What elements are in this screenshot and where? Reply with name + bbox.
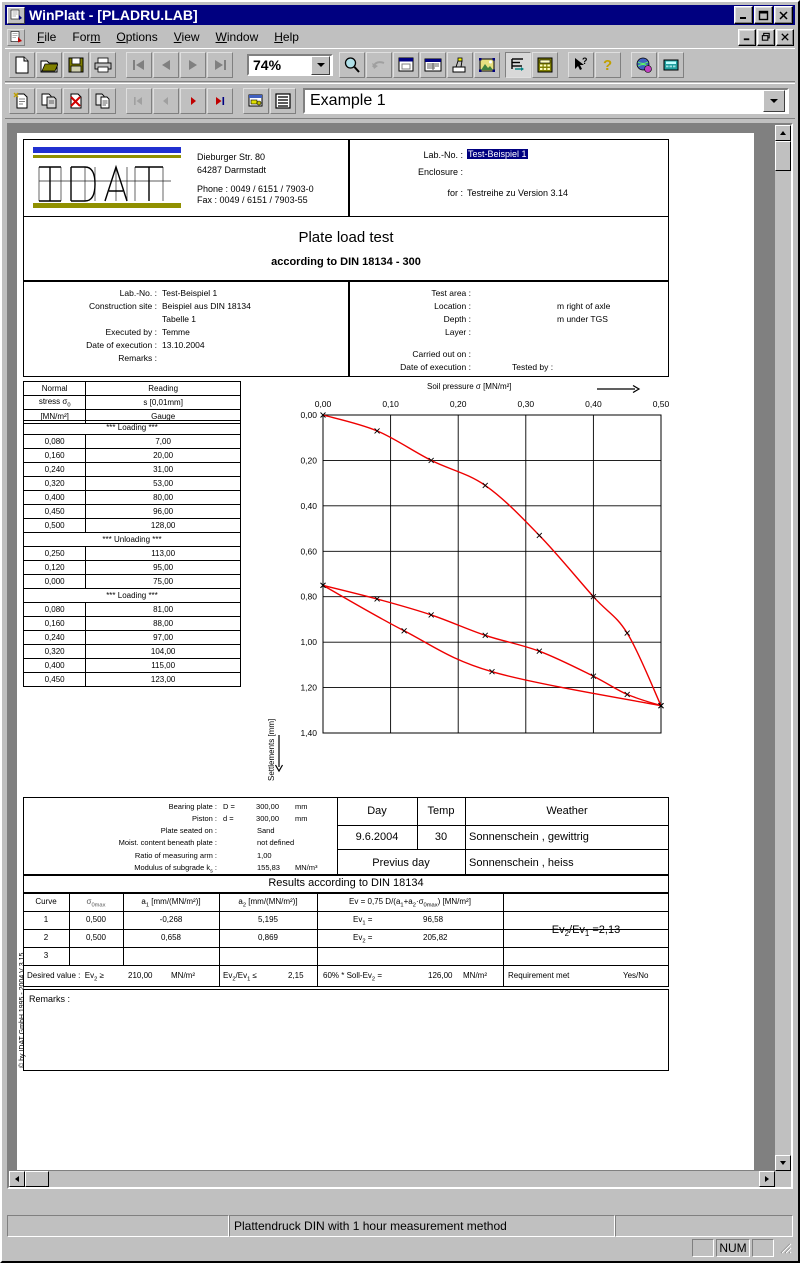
table-row (24, 673, 241, 687)
svg-text:?: ? (582, 56, 588, 66)
cell-stress: 0,000 (24, 575, 86, 589)
weather-header-weather: Weather (546, 805, 588, 817)
enclosure-label: Enclosure : (417, 167, 463, 177)
calculator-button[interactable] (532, 52, 558, 78)
plate-info-value-4: 1,00 (257, 851, 272, 860)
results-ev-1: 205,82 (423, 933, 448, 942)
cell-reading: 97,00 (86, 631, 241, 645)
zoom-combobox[interactable] (247, 54, 333, 76)
requirement-value: Yes/No (623, 971, 649, 980)
status-panel-left (7, 1215, 229, 1237)
chart-y-axis-label: Settlements [mm] (267, 718, 276, 781)
status-panel-right (615, 1215, 793, 1237)
cell-reading: 80,00 (86, 491, 241, 505)
plate-info-sym-0: D = (223, 802, 235, 811)
cell-stress: 0,240 (24, 631, 86, 645)
info-left-value-4: 13.10.2004 (162, 340, 205, 350)
report-subtitle: according to DIN 18134 - 300 (271, 256, 421, 268)
weather-header-temp: Temp (427, 805, 455, 817)
cell-reading: 113,00 (86, 547, 241, 561)
maximize-button[interactable] (754, 6, 773, 24)
window-title: WinPlatt - [PLADRU.LAB] (29, 7, 198, 23)
plate-info-value-1: 300,00 (256, 814, 279, 823)
copy-record-button[interactable] (36, 88, 62, 114)
menu-item-options[interactable]: Options (116, 30, 158, 44)
info-left-label-5: Remarks : (118, 353, 157, 363)
info-left-value-3: Temme (162, 327, 190, 337)
chart-x-axis-label: Soil pressure σ [MN/m²] (427, 382, 512, 391)
horizontal-scroll-thumb[interactable] (25, 1171, 49, 1187)
section-title: *** Unloading *** (24, 533, 241, 547)
cell-stress: 0,320 (24, 477, 86, 491)
results-a1-1: 0,658 (160, 933, 182, 942)
section-title: *** Loading *** (24, 421, 241, 435)
col1-header-2: stress $\sigma_0$ (24, 396, 86, 410)
results-title: Results according to DIN 18134 (268, 877, 424, 889)
weather-desc-1: Sonnenschein , heiss (469, 857, 574, 869)
next-item-button[interactable] (180, 88, 206, 114)
info-left-value-0: Test-Beispiel 1 (162, 288, 218, 298)
horizontal-scrollbar[interactable] (9, 1170, 775, 1187)
for-value: Testreihe zu Version 3.14 (467, 188, 569, 198)
document-window-controls (738, 29, 794, 46)
soll-value: 126,00 (428, 971, 453, 980)
record-selector-combobox[interactable] (303, 88, 789, 114)
undo-button[interactable] (366, 52, 392, 78)
record-selector-dropdown-button[interactable] (763, 90, 785, 112)
svg-text:0,20: 0,20 (449, 399, 467, 409)
divider-h-weather-2 (337, 849, 669, 850)
results-a2-0: 5,195 (257, 915, 279, 924)
last-record-button[interactable] (207, 52, 233, 78)
svg-text:0,30: 0,30 (517, 399, 535, 409)
delete-record-button[interactable] (63, 88, 89, 114)
svg-text:1,20: 1,20 (300, 682, 317, 693)
window-controls (734, 6, 793, 24)
table-row (24, 505, 241, 519)
ratio-req-value: 2,15 (288, 971, 304, 980)
close-button[interactable] (774, 6, 793, 24)
info-right-label-1: Location : (434, 301, 471, 311)
info-left-value-2: Tabelle 1 (162, 314, 197, 324)
soll-label: 60% * Soll-$Ev_2$ = (323, 971, 383, 983)
info-right-label-0: Test area : (431, 288, 471, 298)
plate-info-unit-1: mm (295, 814, 308, 823)
scroll-down-button[interactable] (775, 1155, 791, 1171)
resize-grip[interactable] (778, 1241, 792, 1255)
cell-stress: 0,450 (24, 505, 86, 519)
weather-header-day: Day (367, 805, 387, 817)
paint-button[interactable] (447, 52, 473, 78)
cell-reading: 81,00 (86, 603, 241, 617)
table-section-row (24, 421, 241, 435)
form-view-button[interactable] (243, 88, 269, 114)
vertical-scrollbar[interactable] (774, 125, 791, 1171)
weather-day-1: Previus day (372, 857, 430, 869)
info-left-label-3: Executed by : (105, 327, 157, 337)
toolbar-secondary (5, 83, 795, 119)
report-view-button[interactable] (420, 52, 446, 78)
lab-no-label: Lab.-No. : (423, 150, 463, 160)
scroll-left-button[interactable] (9, 1171, 25, 1187)
next-record-button[interactable] (180, 52, 206, 78)
menu-bar (5, 27, 795, 47)
duplicate-record-button[interactable] (90, 88, 116, 114)
svg-text:0,00: 0,00 (300, 410, 317, 420)
info-right-unit-2: m under TGS (557, 314, 608, 324)
print-button[interactable] (90, 52, 116, 78)
cell-reading: 104,00 (86, 645, 241, 659)
document-icon[interactable] (7, 29, 25, 46)
doc-minimize-button[interactable] (738, 29, 756, 46)
status-bar (7, 1215, 793, 1237)
status-bar-indicators (7, 1238, 793, 1258)
idat-logo (31, 145, 183, 211)
menu-item-form[interactable]: Form (72, 30, 101, 44)
divider-h-weather-1 (337, 825, 669, 826)
open-folder-button[interactable] (36, 52, 62, 78)
zoom-dropdown-button[interactable] (311, 56, 330, 75)
report-title: Plate load test (298, 229, 394, 246)
cell-stress: 0,500 (24, 519, 86, 533)
table-section-row (24, 589, 241, 603)
scrollbar-corner (775, 1171, 791, 1187)
toolbar-primary (5, 48, 795, 82)
measurement-rows (23, 420, 241, 687)
cell-reading: 88,00 (86, 617, 241, 631)
window-view-button[interactable] (393, 52, 419, 78)
results-header-a2: $a_2$ [mm/(MN/m²)] (238, 897, 298, 909)
title-box (23, 217, 669, 281)
section-title: *** Loading *** (24, 589, 241, 603)
chevron-down-icon (317, 63, 325, 67)
svg-text:0,50: 0,50 (652, 399, 669, 409)
results-header-ev: Ev = 0,75 $D/(a_1+a_2\cdot\sigma_{0max})$ [MN/m²] (349, 897, 471, 909)
table-row (24, 645, 241, 659)
cell-stress: 0,120 (24, 561, 86, 575)
cell-reading: 53,00 (86, 477, 241, 491)
svg-text:0,10: 0,10 (382, 399, 399, 409)
table-row (24, 491, 241, 505)
cell-reading: 7,00 (86, 435, 241, 449)
status-indicator-caps (692, 1239, 714, 1257)
cell-reading: 95,00 (86, 561, 241, 575)
menu-item-file[interactable]: File (37, 30, 57, 44)
requirement-label: Requirement met (508, 971, 570, 980)
table-header-row (24, 382, 241, 396)
weather-day-0: 9.6.2004 (355, 831, 399, 843)
plate-info-label-0: Bearing plate : (168, 802, 217, 811)
company-phone: Phone : 0049 / 6151 / 7903-0 (197, 184, 314, 194)
results-ev-label-1: $Ev_2$ = (353, 933, 373, 945)
cell-reading: 128,00 (86, 519, 241, 533)
results-curve-0: 1 (43, 915, 49, 924)
plate-info-label-4: Ratio of measuring arm : (134, 851, 217, 860)
report-content (17, 133, 754, 1178)
svg-text:0,40: 0,40 (300, 500, 317, 511)
cell-stress: 0,160 (24, 449, 86, 463)
record-selector-value: Example 1 (310, 92, 386, 109)
chevron-down-icon (770, 99, 778, 103)
menu-item-help[interactable]: Help (274, 30, 299, 44)
results-header-smax: $\sigma_{0max}$ (86, 897, 106, 909)
svg-text:0,20: 0,20 (300, 455, 317, 466)
plate-info-label-1: Piston : (191, 814, 217, 823)
results-curve-2: 3 (43, 951, 49, 960)
svg-text:0,60: 0,60 (300, 546, 317, 557)
copyright-text: © by IDAT GmbH 1995 - 2004 V 3.15 (19, 952, 26, 1068)
results-ratio: $Ev_2/Ev_1 =2,13$ (551, 924, 621, 939)
app-icon[interactable] (7, 7, 25, 24)
cell-stress: 0,080 (24, 435, 86, 449)
vertical-scroll-thumb[interactable] (775, 141, 791, 171)
cell-stress: 0,080 (24, 603, 86, 617)
results-a1-0: -0,268 (159, 915, 183, 924)
info-right-unit-1: m right of axle (557, 301, 611, 311)
zoom-value: 74% (253, 57, 282, 73)
zoom-search-button[interactable] (339, 52, 365, 78)
results-header-curve: Curve (35, 897, 57, 906)
cell-stress: 0,320 (24, 645, 86, 659)
new-record-button[interactable] (9, 88, 35, 114)
plate-info-label-5: Modulus of subgrade $k_s$ : (134, 863, 217, 875)
info-right-label-3: Layer : (445, 327, 471, 337)
cell-reading: 31,00 (86, 463, 241, 477)
plate-info-unit-0: mm (295, 802, 308, 811)
globe-button[interactable] (631, 52, 657, 78)
cell-stress: 0,160 (24, 617, 86, 631)
doc-close-button[interactable] (776, 29, 794, 46)
info-left-label-4: Date of execution : (86, 340, 157, 350)
document-client-area (7, 123, 793, 1189)
help-pointer-button[interactable] (568, 52, 594, 78)
table-row (24, 561, 241, 575)
doc-restore-button[interactable] (757, 29, 775, 46)
svg-text:0,80: 0,80 (300, 591, 317, 602)
weather-temp-0: 30 (434, 831, 448, 843)
table-row (24, 435, 241, 449)
plate-info-value-2: Sand (257, 826, 275, 835)
results-ev-0: 96,58 (423, 915, 444, 924)
title-bar (5, 5, 795, 25)
scroll-right-button[interactable] (759, 1171, 775, 1187)
menu-item-view[interactable]: View (173, 30, 200, 44)
plate-info-label-2: Plate seated on : (160, 826, 217, 835)
previous-record-button[interactable] (153, 52, 179, 78)
new-document-button[interactable] (9, 52, 35, 78)
svg-text:1,00: 1,00 (300, 637, 317, 648)
cell-stress: 0,400 (24, 491, 86, 505)
cell-stress: 0,450 (24, 673, 86, 687)
table-row (24, 519, 241, 533)
results-header-a1: $a_1$ [mm/(MN/m²)] (141, 897, 201, 909)
table-row (24, 603, 241, 617)
plate-info-label-3: Moist. content beneath plate : (118, 838, 217, 847)
cell-reading: 96,00 (86, 505, 241, 519)
keypad-button[interactable] (658, 52, 684, 78)
remarks-label: Remarks : (29, 994, 71, 1004)
info-right-label-5: Date of execution : (400, 362, 471, 372)
table-row (24, 631, 241, 645)
table-row (24, 547, 241, 561)
col1-header-1: Normal (24, 382, 86, 396)
plate-info-value-0: 300,00 (256, 802, 279, 811)
info-left-label-1: Construction site : (88, 301, 157, 311)
cell-reading: 20,00 (86, 449, 241, 463)
soll-unit: MN/m² (463, 971, 487, 980)
last-item-button[interactable] (207, 88, 233, 114)
info-left-value-1: Beispiel aus DIN 18134 (162, 301, 251, 311)
results-a2-1: 0,869 (257, 933, 279, 942)
desired-label: Desired value : $Ev_2$ ≥ (27, 971, 104, 983)
status-indicator-scroll (752, 1239, 774, 1257)
table-header-row-2 (24, 396, 241, 410)
weather-desc-0: Sonnenschein , gewittrig (469, 831, 589, 843)
company-street: Dieburger Str. 80 (197, 152, 266, 162)
cell-reading: 123,00 (86, 673, 241, 687)
results-ev-label-0: $Ev_1$ = (353, 915, 373, 927)
col2-header-3: Gauge (86, 410, 241, 424)
cell-stress: 0,240 (24, 463, 86, 477)
col2-header-1: Reading (86, 382, 241, 396)
col2-header-2: s [0,01mm] (86, 396, 241, 410)
plate-info-value-3: not defined (257, 838, 295, 847)
minimize-button[interactable] (734, 6, 753, 24)
plate-info-value-5: 155,83 (257, 863, 280, 872)
table-row (24, 449, 241, 463)
table-row (24, 575, 241, 589)
plate-info-unit-5: MN/m³ (295, 863, 318, 872)
report-page (17, 133, 754, 1178)
list-view-button[interactable] (270, 88, 296, 114)
help-question-button[interactable] (595, 52, 621, 78)
svg-text:?: ? (603, 57, 613, 74)
company-city: 64287 Darmstadt (197, 165, 267, 175)
plate-info-sym-1: d = (223, 814, 234, 823)
status-indicator-num: NUM (716, 1239, 750, 1257)
save-button[interactable] (63, 52, 89, 78)
previous-item-button[interactable] (153, 88, 179, 114)
ratio-req-label: $Ev_2/Ev_1$ ≤ (223, 971, 257, 983)
table-row (24, 463, 241, 477)
remarks-box[interactable] (23, 989, 669, 1071)
table-row (24, 659, 241, 673)
results-curve-1: 2 (43, 933, 49, 942)
svg-text:0,40: 0,40 (585, 399, 602, 409)
plate-load-chart (245, 381, 669, 797)
svg-text:0,00: 0,00 (314, 399, 332, 409)
col1-header-3: [MN/m²] (24, 410, 86, 424)
first-record-button[interactable] (126, 52, 152, 78)
results-smax-0: 0,500 (85, 915, 107, 924)
scroll-up-button[interactable] (775, 125, 791, 141)
table-row (24, 617, 241, 631)
image-button[interactable] (474, 52, 500, 78)
info-right-label-4: Carried out on : (412, 349, 471, 359)
lab-no-value[interactable]: Test-Beispiel 1 (468, 149, 527, 159)
cell-reading: 75,00 (86, 575, 241, 589)
table-row (24, 477, 241, 491)
desired-value: 210,00 (128, 971, 153, 980)
table-section-row (24, 533, 241, 547)
info-left-label-0: Lab.-No. : (119, 288, 157, 298)
menu-item-window[interactable]: Window (215, 30, 259, 44)
cell-stress: 0,400 (24, 659, 86, 673)
company-fax: Fax : 0049 / 6151 / 7903-55 (197, 195, 308, 205)
list-sort-button[interactable] (505, 52, 531, 78)
cell-reading: 115,00 (86, 659, 241, 673)
info-right-tested-by: Tested by : (512, 362, 554, 372)
status-message: Plattendruck DIN with 1 hour measurement method (229, 1215, 615, 1237)
cell-stress: 0,250 (24, 547, 86, 561)
info-right-label-2: Depth : (443, 314, 471, 324)
first-item-button[interactable] (126, 88, 152, 114)
results-smax-1: 0,500 (85, 933, 107, 942)
for-label: for : (447, 188, 463, 198)
svg-text:1,40: 1,40 (300, 728, 317, 738)
desired-unit: MN/m² (171, 971, 195, 980)
